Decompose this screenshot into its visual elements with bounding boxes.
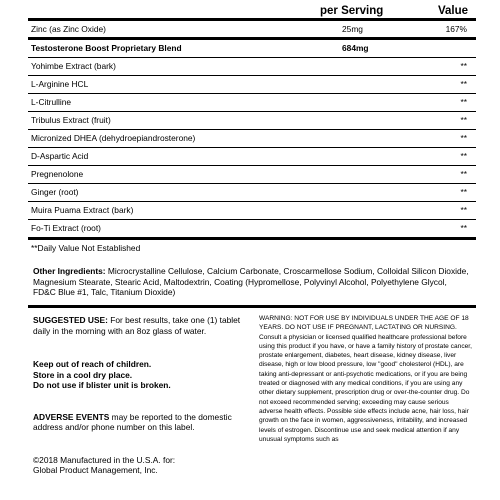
facts-row	[28, 94, 476, 112]
warning-label: WARNING:	[259, 315, 293, 322]
ingredient-dv: **	[460, 151, 467, 161]
adverse-events-label: ADVERSE EVENTS	[33, 411, 110, 422]
facts-row	[28, 112, 476, 130]
other-ingredients-text: Microcrystalline Cellulose, Calcium Carbonate, Croscarmellose Sodium, Colloidal Silicon Dioxide, Magnesium Stearate, Stearic Acid, Maltodextrin, Coating (Hypromellose, Polyvinyl Alcohol, Polyethylene Glycol, FD&C Blue #1, Talc, Titanium Dioxide)	[33, 266, 469, 297]
adverse-events	[33, 412, 243, 433]
daily-value-footnote: **Daily Value Not Established	[31, 243, 141, 253]
facts-row	[28, 166, 476, 184]
ingredient-dv: **	[460, 97, 467, 107]
storage-instructions	[33, 359, 243, 391]
ingredient-name: Zinc (as Zinc Oxide)	[31, 24, 106, 34]
ingredient-dv: **	[460, 115, 467, 125]
ingredient-dv: **	[460, 133, 467, 143]
facts-row	[28, 58, 476, 76]
ingredient-dv: **	[460, 205, 467, 215]
daily-value-header: Value	[437, 5, 468, 17]
suggested-use-label: SUGGESTED USE:	[33, 315, 108, 325]
ingredient-name: Yohimbe Extract (bark)	[31, 61, 116, 71]
amount-per-serving-header: per Serving	[320, 5, 384, 17]
other-ingredients	[33, 266, 471, 298]
storage-line: Do not use if blister unit is broken.	[33, 380, 171, 390]
facts-row	[28, 21, 476, 40]
ingredient-name: Fo-Ti Extract (root)	[31, 223, 101, 233]
ingredient-dv: **	[460, 61, 467, 71]
warning-column	[259, 314, 473, 444]
ingredient-dv: **	[460, 79, 467, 89]
storage-line: Keep out of reach of children.	[33, 359, 152, 369]
facts-row	[28, 202, 476, 220]
usage-column	[33, 315, 243, 476]
ingredient-name: Tribulus Extract (fruit)	[31, 115, 111, 125]
facts-row	[28, 148, 476, 166]
ingredient-name: Testosterone Boost Proprietary Blend	[31, 43, 182, 53]
ingredient-name: Muira Puama Extract (bark)	[31, 205, 134, 215]
storage-line: Store in a cool dry place.	[33, 369, 133, 380]
ingredient-amount: 684mg	[342, 43, 369, 53]
facts-header	[28, 0, 476, 21]
suggested-use	[33, 315, 243, 336]
facts-row	[28, 184, 476, 202]
facts-row	[28, 220, 476, 240]
copyright-line: ©2018 Manufactured in the U.S.A. for:	[33, 454, 176, 465]
ingredient-name: Micronized DHEA (dehydroepiandrosterone)	[31, 133, 196, 143]
warning-text: NOT FOR USE BY INDIVIDUALS UNDER THE AGE OF 18 YEARS. DO NOT USE IF PREGNANT, LACTATING OR NURSING. Consult a physician or licensed qualified healthcare professional before using this product if you have, or have a family history of prostate cancer, prostate enlargement, diabetes, heart disease, kidney disease, liver disease, high or low blood pressure, low "good" cholesterol (HDL), are taking anti-depressant or anti-psychotic medications, or if you are being treated or diagnosed with any medical conditions, if you are using any other dietary supplement, prescription drug or over-the-counter drug. Do not exceed recommended serving; exceeding may cause serious adverse health effects. Possible side effects include acne, hair loss, hair growth on the face in women, aggressiveness, irritability, and increased levels of estrogen. Discontinue use and seek medical attention if any unusual symptoms such as	[259, 315, 472, 443]
ingredient-dv: **	[460, 223, 467, 233]
ingredient-name: Ginger (root)	[31, 187, 79, 197]
ingredient-dv: **	[460, 169, 467, 179]
facts-row	[28, 130, 476, 148]
adverse-events-text: may be reported to the domestic address and/or phone number on this label.	[33, 411, 232, 432]
ingredient-name: L-Citrulline	[31, 97, 72, 107]
manufacturer-line: Global Product Management, Inc.	[33, 465, 158, 475]
supplement-facts-panel	[28, 0, 476, 256]
ingredient-dv: 167%	[445, 24, 467, 34]
ingredient-dv: **	[460, 187, 467, 197]
ingredient-name: L-Arginine HCL	[31, 79, 89, 89]
ingredient-amount: 25mg	[342, 24, 363, 34]
ingredient-name: D-Aspartic Acid	[31, 151, 89, 161]
other-ingredients-label: Other Ingredients:	[33, 266, 106, 276]
warning-text-block	[259, 314, 473, 444]
suggested-use-text: For best results, take one (1) tablet daily in the morning with an 8oz glass of water.	[33, 315, 241, 336]
facts-row-blend	[28, 40, 476, 58]
section-divider	[28, 305, 476, 308]
ingredient-name: Pregnenolone	[31, 169, 84, 179]
facts-row	[28, 76, 476, 94]
